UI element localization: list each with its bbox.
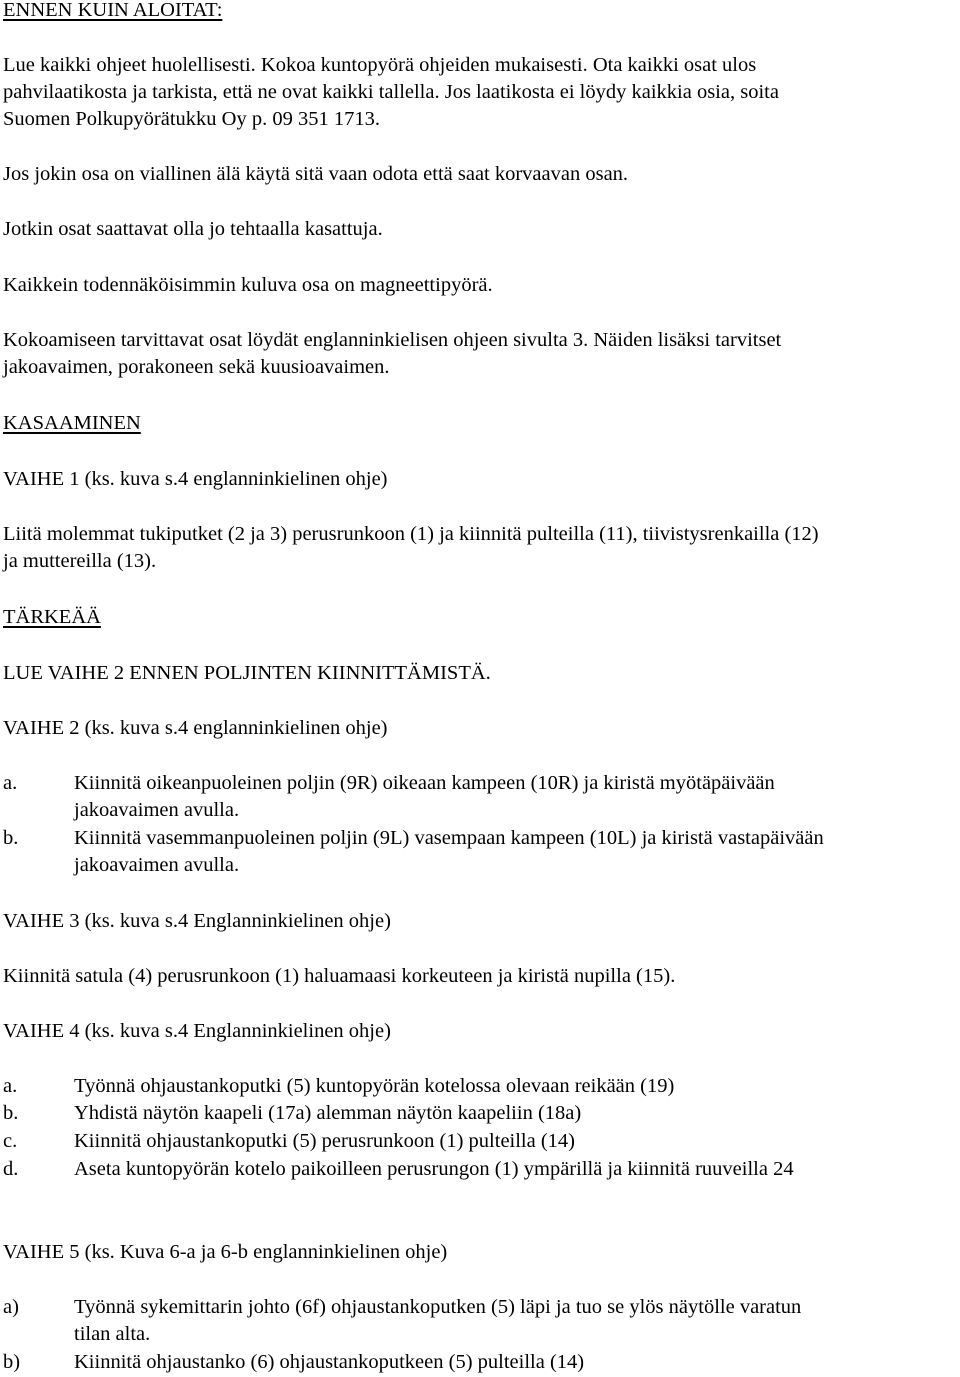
step-4-title: VAIHE 4 (ks. kuva s.4 Englanninkielinen ohje) [3, 1020, 391, 1042]
list-item-text-line: Kiinnitä vasemmanpuoleinen poljin (9L) vasempaan kampeen (10L) ja kiristä vastapäivään [74, 827, 824, 849]
intro-paragraph-line-2: pahvilaatikosta ja tarkista, että ne ovat kaikki tallella. Jos laatikosta ei löydy kaikkia osia, soita [3, 81, 779, 103]
preassembled-note: Jotkin osat saattavat olla jo tehtaalla kasattuja. [3, 218, 383, 240]
list-marker: a) [3, 1296, 19, 1318]
list-item-text-line: Kiinnitä ohjaustankoputki (5) perusrunkoon (1) pulteilla (14) [74, 1130, 576, 1152]
step-3-title: VAIHE 3 (ks. kuva s.4 Englanninkielinen ohje) [3, 910, 391, 932]
assembly-heading: KASAAMINEN [3, 412, 141, 434]
list-item-text-line: Työnnä ohjaustankoputki (5) kuntopyörän kotelossa olevaan reikään (19) [74, 1075, 675, 1097]
intro-paragraph-line-3: Suomen Polkupyörätukku Oy p. 09 351 1713. [3, 108, 380, 130]
list-item-text-line: jakoavaimen avulla. [74, 854, 240, 876]
tools-paragraph-line-1: Kokoamiseen tarvittavat osat löydät englanninkielisen ohjeen sivulta 3. Näiden lisäksi tarvitset [3, 329, 782, 351]
list-item-text-line: Kiinnitä ohjaustanko (6) ohjaustankoputkeen (5) pulteilla (14) [74, 1351, 585, 1373]
step-5-title: VAIHE 5 (ks. Kuva 6-a ja 6-b englanninkielinen ohje) [3, 1241, 448, 1263]
list-item-text-line: tilan alta. [74, 1323, 151, 1345]
list-marker: b. [3, 1102, 19, 1124]
list-marker: c. [3, 1130, 18, 1152]
important-text: LUE VAIHE 2 ENNEN POLJINTEN KIINNITTÄMISTÄ. [3, 662, 491, 684]
damaged-part-note: Jos jokin osa on viallinen älä käytä sitä vaan odota että saat korvaavan osan. [3, 163, 629, 185]
list-item-text-line: Aseta kuntopyörän kotelo paikoilleen perusrungon (1) ympärillä ja kiinnitä ruuveilla 24 [74, 1158, 794, 1180]
important-heading: TÄRKEÄÄ [3, 606, 101, 628]
step-2-title: VAIHE 2 (ks. kuva s.4 englanninkielinen ohje) [3, 717, 388, 739]
wear-part-note: Kaikkein todennäköisimmin kuluva osa on magneettipyörä. [3, 274, 493, 296]
step-1-text-line-1: Liitä molemmat tukiputket (2 ja 3) perusrunkoon (1) ja kiinnitä pulteilla (11), tiivistysrenkailla (12) [3, 523, 819, 545]
list-item-text-line: Kiinnitä oikeanpuoleinen poljin (9R) oikeaan kampeen (10R) ja kiristä myötäpäivään [74, 772, 775, 794]
list-marker: a. [3, 772, 18, 794]
step-3-text: Kiinnitä satula (4) perusrunkoon (1) haluamaasi korkeuteen ja kiristä nupilla (15). [3, 965, 676, 987]
list-item-text-line: Työnnä sykemittarin johto (6f) ohjaustankoputken (5) läpi ja tuo se ylös näytölle varatun [74, 1296, 802, 1318]
section-heading-before-start: ENNEN KUIN ALOITAT: [3, 0, 223, 21]
list-marker: b. [3, 827, 19, 849]
step-1-title: VAIHE 1 (ks. kuva s.4 englanninkielinen ohje) [3, 468, 388, 490]
intro-paragraph-line-1: Lue kaikki ohjeet huolellisesti. Kokoa kuntopyörä ohjeiden mukaisesti. Ota kaikki osat ulos [3, 54, 757, 76]
list-item-text-line: Yhdistä näytön kaapeli (17a) alemman näytön kaapeliin (18a) [74, 1102, 582, 1124]
tools-paragraph-line-2: jakoavaimen, porakoneen sekä kuusioavaimen. [3, 356, 390, 378]
step-1-text-line-2: ja muttereilla (13). [3, 550, 157, 572]
list-marker: d. [3, 1158, 19, 1180]
list-marker: a. [3, 1075, 18, 1097]
list-item-text-line: jakoavaimen avulla. [74, 799, 240, 821]
list-marker: b) [3, 1351, 21, 1373]
